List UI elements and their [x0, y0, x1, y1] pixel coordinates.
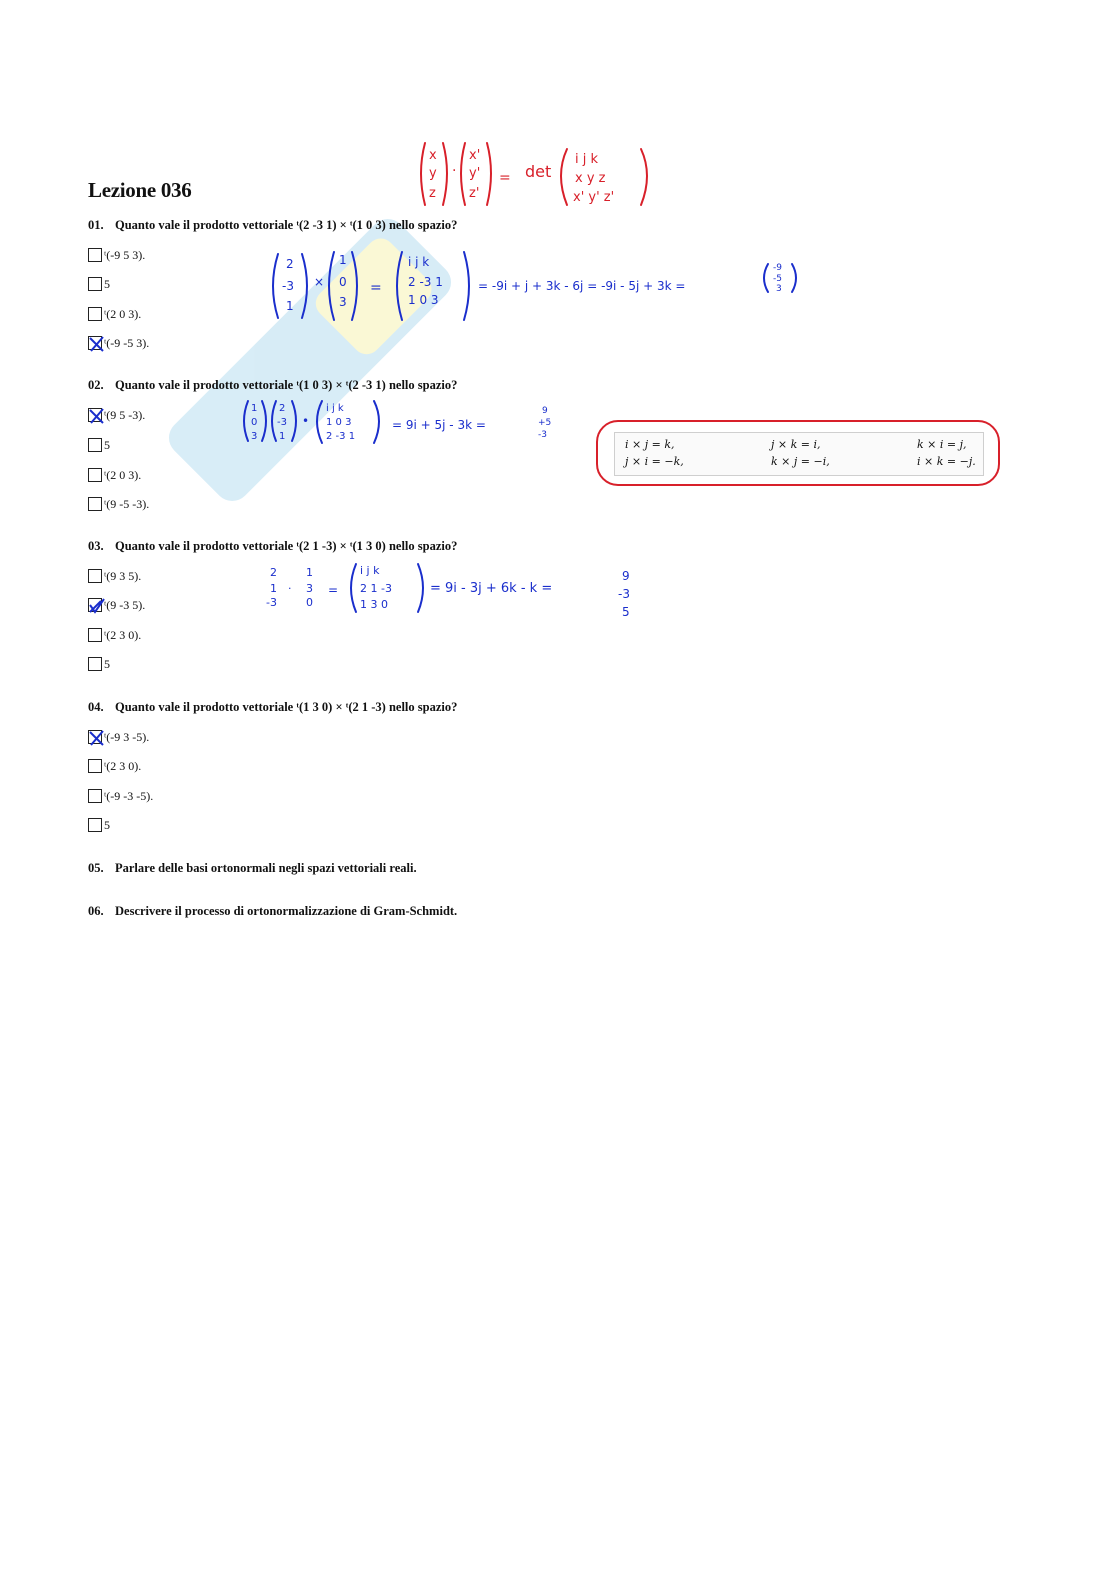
answer-checkbox[interactable]: [88, 248, 102, 262]
svg-text:1: 1: [270, 582, 277, 595]
svg-text:5: 5: [622, 605, 630, 619]
answer-option[interactable]: 5: [88, 275, 110, 291]
svg-text:-5: -5: [773, 274, 782, 284]
svg-text:1: 1: [279, 431, 286, 442]
handwritten-work-q1: [268, 248, 808, 324]
answer-checkbox[interactable]: [88, 277, 102, 291]
answer-checkbox-checked[interactable]: [88, 408, 102, 422]
svg-text:0: 0: [339, 275, 347, 289]
question-02: [88, 378, 457, 393]
answer-option[interactable]: ᵗ(9 -3 5).: [88, 596, 145, 612]
formula-v1-z: z: [429, 186, 436, 201]
svg-text:×: ×: [314, 275, 325, 289]
answer-option[interactable]: ᵗ(2 0 3).: [88, 305, 141, 321]
svg-text:= -9i + j + 3k - 6j = -9i - 5j: = -9i + j + 3k - 6j = -9i - 5j + 3k =: [478, 279, 686, 293]
answer-checkbox[interactable]: [88, 569, 102, 583]
svg-text:=: =: [370, 280, 382, 296]
question-text: Quanto vale il prodotto vettoriale ᵗ(2 1 -3) × ᵗ(1 3 0) nello spazio?: [115, 539, 458, 553]
answer-option[interactable]: ᵗ(2 3 0).: [88, 757, 141, 773]
answer-option[interactable]: 5: [88, 436, 110, 452]
svg-text:9: 9: [542, 406, 548, 416]
formula-m-row2: x y z: [575, 171, 606, 186]
svg-text:2 1 -3: 2 1 -3: [360, 582, 392, 595]
answer-checkbox-checked[interactable]: [88, 336, 102, 350]
answer-checkbox[interactable]: [88, 789, 102, 803]
question-number: 06.: [88, 904, 104, 918]
answer-option[interactable]: ᵗ(-9 3 -5).: [88, 728, 149, 744]
svg-text:1 0 3: 1 0 3: [326, 417, 352, 428]
formula-v2-y: y': [469, 166, 481, 181]
svg-text:-3: -3: [277, 417, 287, 428]
question-text: Parlare delle basi ortonormali negli spazi vettoriali reali.: [115, 861, 417, 875]
handwritten-work-q2: [240, 397, 570, 447]
question-number: 03.: [88, 539, 104, 553]
svg-text:0: 0: [306, 596, 313, 609]
question-03: [88, 539, 457, 554]
answer-checkbox[interactable]: [88, 438, 102, 452]
question-01: [88, 218, 457, 233]
question-06: [88, 904, 457, 919]
question-text: Quanto vale il prodotto vettoriale ᵗ(1 3 0) × ᵗ(2 1 -3) nello spazio?: [115, 700, 458, 714]
answer-option[interactable]: 5: [88, 655, 110, 671]
answer-option[interactable]: ᵗ(9 5 -3).: [88, 406, 145, 422]
svg-text:2: 2: [270, 566, 277, 579]
svg-text:2: 2: [286, 257, 294, 271]
question-number: 04.: [88, 700, 104, 714]
question-text: Quanto vale il prodotto vettoriale ᵗ(1 0 3) × ᵗ(2 -3 1) nello spazio?: [115, 378, 458, 392]
question-04: [88, 700, 457, 715]
svg-text:1: 1: [306, 566, 313, 579]
question-number: 05.: [88, 861, 104, 875]
svg-text:= 9i + 5j - 3k =: = 9i + 5j - 3k =: [392, 418, 486, 432]
svg-text:1: 1: [286, 299, 294, 313]
answer-checkbox[interactable]: [88, 628, 102, 642]
svg-text:3: 3: [306, 582, 313, 595]
svg-text:i j k: i j k: [360, 564, 380, 577]
svg-text:2 -3 1: 2 -3 1: [326, 431, 356, 442]
answer-checkbox[interactable]: [88, 468, 102, 482]
formula-m-row1: i j k: [575, 152, 599, 167]
question-text: Quanto vale il prodotto vettoriale ᵗ(2 -3 1) × ᵗ(1 0 3) nello spazio?: [115, 218, 458, 232]
answer-checkbox[interactable]: [88, 818, 102, 832]
answer-option[interactable]: 5: [88, 816, 110, 832]
svg-text:1 3 0: 1 3 0: [360, 598, 388, 611]
svg-text:= 9i - 3j + 6k - k =: = 9i - 3j + 6k - k =: [430, 581, 553, 596]
question-05: [88, 861, 417, 876]
svg-text:-9: -9: [773, 263, 782, 273]
svg-text:1: 1: [251, 403, 258, 414]
answer-option[interactable]: ᵗ(9 3 5).: [88, 567, 141, 583]
question-number: 02.: [88, 378, 104, 392]
answer-option[interactable]: ᵗ(-9 5 3).: [88, 246, 145, 262]
answer-checkbox[interactable]: [88, 759, 102, 773]
answer-option[interactable]: ᵗ(-9 -3 -5).: [88, 787, 153, 803]
svg-text:0: 0: [251, 417, 258, 428]
svg-text:•: •: [302, 414, 310, 428]
svg-text:1 0 3: 1 0 3: [408, 293, 439, 307]
svg-text:-3: -3: [538, 430, 547, 440]
handwritten-cross-product-formula: [415, 135, 655, 213]
answer-option[interactable]: ᵗ(2 3 0).: [88, 626, 141, 642]
answer-checkbox[interactable]: [88, 497, 102, 511]
formula-det: det: [525, 162, 552, 181]
svg-text:9: 9: [622, 569, 630, 583]
formula-m-row3: x' y' z': [573, 190, 615, 205]
question-text: Descrivere il processo di ortonormalizzazione di Gram-Schmidt.: [115, 904, 458, 918]
svg-text:=: =: [499, 170, 511, 186]
svg-text:·: ·: [452, 163, 457, 179]
svg-text:2 -3 1: 2 -3 1: [408, 275, 443, 289]
svg-text:3: 3: [339, 295, 347, 309]
reference-table: i × j = k, j × k = i, k × i = j, j × i = −k, k × j = −i, i × k = −j.: [614, 432, 984, 476]
answer-checkbox[interactable]: [88, 657, 102, 671]
svg-text:i j k: i j k: [408, 255, 430, 269]
formula-v2-z: z': [469, 186, 480, 201]
svg-text:-3: -3: [282, 279, 294, 293]
answer-checkbox[interactable]: [88, 307, 102, 321]
answer-checkbox-checked[interactable]: [88, 730, 102, 744]
handwritten-work-q3: [262, 560, 642, 622]
answer-option[interactable]: ᵗ(9 -5 -3).: [88, 495, 149, 511]
svg-text:1: 1: [339, 253, 347, 267]
svg-text:+5: +5: [538, 418, 552, 428]
svg-text:-3: -3: [618, 587, 630, 601]
svg-text:3: 3: [776, 284, 782, 294]
svg-text:=: =: [328, 583, 339, 597]
question-number: 01.: [88, 218, 104, 232]
formula-v1-y: y: [429, 166, 437, 181]
answer-checkbox-checked[interactable]: [88, 598, 102, 612]
lesson-title: Lezione 036: [88, 178, 192, 202]
svg-text:-3: -3: [266, 596, 277, 609]
svg-text:2: 2: [279, 403, 286, 414]
svg-text:i j k: i j k: [326, 403, 344, 414]
formula-v1-x: x: [429, 148, 437, 163]
svg-text:3: 3: [251, 431, 258, 442]
svg-text:·: ·: [288, 582, 292, 595]
formula-v2-x: x': [469, 148, 481, 163]
answer-option[interactable]: ᵗ(-9 -5 3).: [88, 334, 149, 350]
cross-product-reference-box: [596, 420, 1000, 486]
answer-option[interactable]: ᵗ(2 0 3).: [88, 466, 141, 482]
